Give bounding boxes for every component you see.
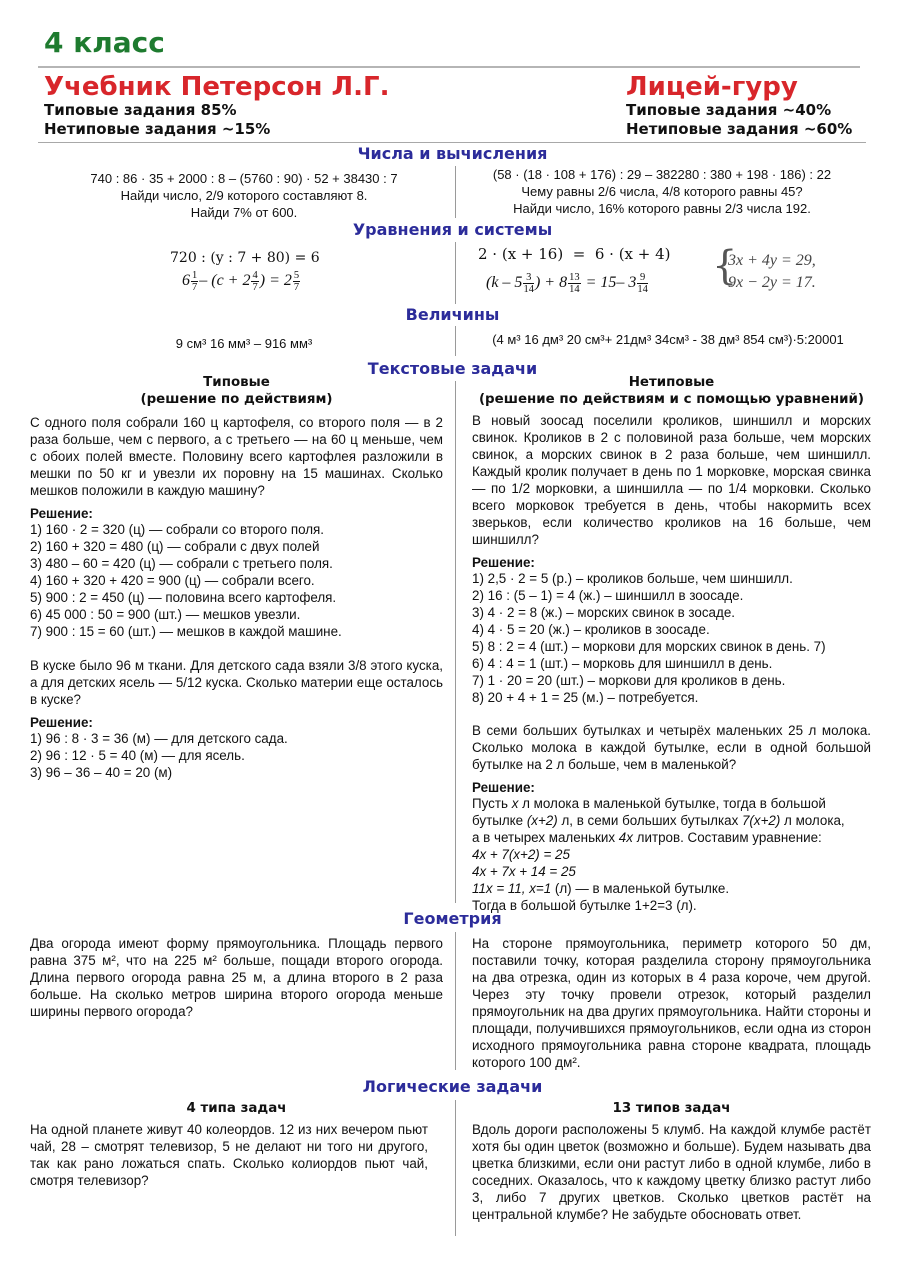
step: 7) 900 : 15 = 60 (шт.) — мешков в каждой машине.	[30, 624, 342, 639]
column-divider	[455, 381, 456, 903]
column-divider	[455, 166, 456, 218]
logic-left-head: 4 типа задач	[186, 1101, 287, 1116]
left-task-1: С одного поля собрали 160 ц картофеля, со второго поля — в 2 раза больше, чем с первого, а с третьего — на 60 ц меньше, чем с обоих полей вместе. Половину всего картофлея разложили в мешки по 50 кг и увезли их поровну на 15 машинах. Сколько мешков положили в каждую машину?	[30, 415, 443, 498]
quantities-right: (4 м³ 16 дм³ 20 см³+ 21дм³ 34см³ - 38 дм³ 854 см³)·5:20001	[492, 332, 844, 347]
column-divider	[455, 242, 456, 304]
system-eq-2: 9x − 2y = 17.	[728, 274, 816, 291]
section-text-tasks: Текстовые задачи	[367, 359, 538, 378]
denominator: 7	[192, 282, 198, 293]
step: 4) 160 + 320 + 420 = 900 (ц) — собрали всего.	[30, 573, 315, 588]
left-typical: Типовые задания 85%	[44, 101, 237, 119]
fraction	[293, 270, 300, 293]
eq-part: ) = 2	[259, 272, 292, 290]
denominator: 14	[569, 284, 580, 295]
equation-left-2	[182, 270, 301, 293]
header-divider	[38, 66, 860, 68]
grade-title: 4 класс	[44, 26, 165, 59]
logic-left-task: На одной планете живут 40 колеордов. 12 из них вечером пьют чай, 28 – смотрят телевизор, 5 не делают ни того ни другого, так как рано ложаться спать. Сколько колиордов пьют чай, смотря телевизор?	[30, 1122, 428, 1188]
step: 2) 160 + 320 = 480 (ц) — собрали с двух полей	[30, 539, 320, 554]
variable: x	[511, 796, 519, 811]
numbers-right-task2: Найди число, 16% которого равны 2/3 числа 192.	[513, 201, 811, 216]
eq-part: – (c + 2	[199, 272, 251, 290]
step: 1) 2,5 · 2 = 5 (р.) – кроликов больше, чем шиншилл.	[472, 571, 793, 586]
geometry-right: На стороне прямоугольника, периметр которого 50 дм, поставили точку, которая разделила сторону прямоугольника на два отрезка, один из которых в 4 раза короче, чем другой. Через эту точку провели отрезок, который разделил прямоугольник на два других прямоугольника. Найти стороны и площади, получившихся прямоугольников, если одна из сторон исходного прямоугольника равна стороне квадрата, площадь которого 100 дм².	[472, 936, 871, 1070]
step: 3) 4 · 2 = 8 (ж.) – морских свинок в зосаде.	[472, 605, 735, 620]
fraction	[637, 272, 648, 295]
equation-right-1: 2 · (x + 16) = 6 · (x + 4)	[478, 245, 671, 263]
denominator: 7	[293, 282, 300, 293]
system-eq-1: 3x + 4y = 29,	[728, 252, 816, 269]
fraction	[251, 270, 258, 293]
text: Пусть	[472, 796, 512, 811]
right-typical: Типовые задания ~40%	[626, 101, 832, 119]
solution-line	[472, 880, 871, 897]
right-column-head: Нетиповые	[628, 375, 715, 390]
column-divider	[455, 1100, 456, 1236]
right-atypical: Нетиповые задания ~60%	[626, 120, 853, 138]
right-task-1: В новый зоосад поселили кроликов, шиншилл и морских свинок. Кроликов в 2 с половиной раза больше, чем морских свинок, а морских свинок в 2 раза больше, чем шиншилл. Каждый кролик получает в день по 1 морковке, морская свинка — по 1/2 морковки, а шиншилла — по 1/4 морковки. Сколько всего морковок требуется в день, чтобы накормить всех зверьков, если количество кроликов на 16 больше, чем шиншилл?	[472, 413, 871, 547]
solution-line	[472, 846, 871, 863]
numerator: 13	[569, 272, 580, 283]
divider	[38, 142, 866, 143]
variable: 7(x+2)	[741, 813, 781, 828]
text: а в четырех маленьких	[472, 830, 619, 845]
numbers-left-expr: 740 : 86 · 35 + 2000 : 8 – (5760 : 90) · 52 + 38430 : 7	[90, 171, 398, 186]
left-source-title: Учебник Петерсон Л.Г.	[44, 72, 390, 102]
equation: 11x = 11, x=1	[472, 881, 552, 896]
section-numbers: Числа и вычисления	[357, 144, 548, 163]
text-tasks-right	[472, 374, 871, 914]
fraction	[523, 272, 534, 295]
solution-label: Решение:	[30, 715, 93, 730]
section-geometry: Геометрия	[403, 909, 502, 928]
solution-line: Тогда в большой бутылке 1+2=3 (л).	[472, 898, 697, 913]
system-brace: {	[712, 243, 738, 289]
eq-part: = 15– 3	[581, 274, 637, 292]
fraction	[568, 272, 581, 295]
step: 8) 20 + 4 + 1 = 25 (м.) – потребуется.	[472, 690, 699, 705]
numerator: 3	[523, 272, 534, 284]
right-source-title: Лицей-гуру	[626, 72, 798, 102]
right-task-2: В семи больших бутылках и четырёх маленьких 25 л молока. Сколько молока в каждой бутылке, если в одной большой бутылке на 2 л больше, чем в маленькой?	[472, 723, 871, 772]
variable: 4x	[618, 830, 633, 845]
solution-line	[472, 829, 871, 846]
step: 5) 900 : 2 = 450 (ц) — половина всего картофеля.	[30, 590, 337, 605]
column-divider	[455, 326, 456, 356]
equation-right-2	[486, 272, 649, 295]
numbers-left	[40, 170, 448, 221]
step: 7) 1 · 20 = 20 (шт.) – моркови для кроликов в день.	[472, 673, 786, 688]
logic-right-task: Вдоль дороги расположены 5 клумб. На каждой клумбе растёт хотя бы один цветок (возможно и больше). Будем называть два цветка близкими, если они растут либо в одной клумбе, либо в соседних. Оказалось, что к каждому цветку близко растут либо 3, либо 7 других цветков. Сколько цветков растёт на центральной клумбе? Не забудьте обосновать ответ.	[472, 1122, 871, 1222]
equation: 4x + 7(x+2) = 25	[472, 847, 570, 862]
step: 5) 8 : 2 = 4 (шт.) – моркови для морских свинок в день. 7)	[472, 639, 826, 654]
text: литров. Составим уравнение:	[632, 830, 822, 845]
text: л молока,	[780, 813, 845, 828]
equation-left-1: 720 : (y : 7 + 80) = 6	[170, 250, 320, 266]
left-steps-1	[30, 521, 443, 640]
numerator: 9	[637, 272, 648, 284]
left-column-head: Типовые	[203, 375, 270, 390]
right-solution-2	[472, 795, 871, 914]
numbers-right-task1: Чему равны 2/6 числа, 4/8 которого равны 45?	[521, 184, 803, 199]
solution-label: Решение:	[472, 780, 535, 795]
text: (л) — в маленькой бутылке.	[551, 881, 730, 896]
step: 1) 160 · 2 = 320 (ц) — собрали со второго поля.	[30, 522, 325, 537]
right-column-subhead: (решение по действиям и с помощью уравнений)	[478, 392, 865, 407]
numerator: 5	[293, 270, 300, 281]
step: 6) 45 000 : 50 = 900 (шт.) — мешков увезли.	[30, 607, 301, 622]
step: 3) 96 – 36 – 40 = 20 (м)	[30, 765, 173, 780]
section-logic: Логические задачи	[362, 1077, 543, 1096]
column-divider	[455, 932, 456, 1070]
numbers-left-task1: Найди число, 2/9 которого составляют 8.	[120, 188, 368, 203]
step: 2) 96 : 12 · 5 = 40 (м) — для ясель.	[30, 748, 245, 763]
left-atypical: Нетиповые задания ~15%	[44, 120, 271, 138]
solution-line	[472, 812, 871, 829]
numbers-left-task2: Найди 7% от 600.	[190, 205, 298, 220]
eq-part: ) + 8	[534, 274, 568, 292]
logic-right-head: 13 типов задач	[612, 1101, 731, 1116]
denominator: 14	[523, 284, 534, 295]
right-steps-1	[472, 570, 871, 706]
eq-part: (k – 5	[486, 274, 523, 292]
left-steps-2	[30, 730, 443, 781]
eq-part: 6	[182, 272, 190, 290]
text: л молока в маленькой бутылке, тогда в большой	[518, 796, 826, 811]
step: 2) 16 : (5 – 1) = 4 (ж.) – шиншилл в зоосаде.	[472, 588, 744, 603]
left-column-subhead: (решение по действиям)	[140, 392, 333, 407]
solution-line	[472, 795, 871, 812]
text-tasks-left	[30, 374, 443, 781]
numerator: 4	[252, 270, 258, 281]
geometry-left: Два огорода имеют форму прямоугольника. Площадь первого равна 375 м², что на 225 м² больше, пощади второго огорода. Длина первого огорода равна 25 м, а длина второго в 2 раза больше. На сколько метров ширина второго огорода меньше ширины первого огорода?	[30, 936, 443, 1019]
variable: (x+2)	[526, 813, 558, 828]
numbers-right	[458, 166, 866, 217]
denominator: 7	[252, 282, 258, 293]
numbers-right-expr: (58 · (18 · 108 + 176) : 29 – 382280 : 380 + 198 · 186) : 22	[492, 167, 832, 182]
section-equations: Уравнения и системы	[352, 220, 553, 239]
step: 1) 96 : 8 · 3 = 36 (м) — для детского сада.	[30, 731, 288, 746]
fraction	[191, 270, 198, 293]
solution-label: Решение:	[30, 506, 93, 521]
solution-line	[472, 863, 871, 880]
numerator: 1	[192, 270, 198, 281]
quantities-left: 9 см³ 16 мм³ – 916 мм³	[175, 336, 313, 351]
text: л, в семи больших бутылках	[557, 813, 742, 828]
step: 6) 4 : 4 = 1 (шт.) – морковь для шиншилл в день.	[472, 656, 773, 671]
solution-label: Решение:	[472, 555, 535, 570]
step: 4) 4 · 5 = 20 (ж.) – кроликов в зоосаде.	[472, 622, 710, 637]
step: 3) 480 – 60 = 420 (ц) — собрали с третьего поля.	[30, 556, 333, 571]
denominator: 14	[637, 284, 648, 295]
left-task-2: В куске было 96 м ткани. Для детского сада взяли 3/8 этого куска, а для детских ясель — 5/12 куска. Сколько материи еще осталось в куске?	[30, 658, 443, 707]
section-quantities: Величины	[405, 305, 500, 324]
text: бутылке	[472, 813, 527, 828]
equation: 4x + 7x + 14 = 25	[472, 864, 576, 879]
